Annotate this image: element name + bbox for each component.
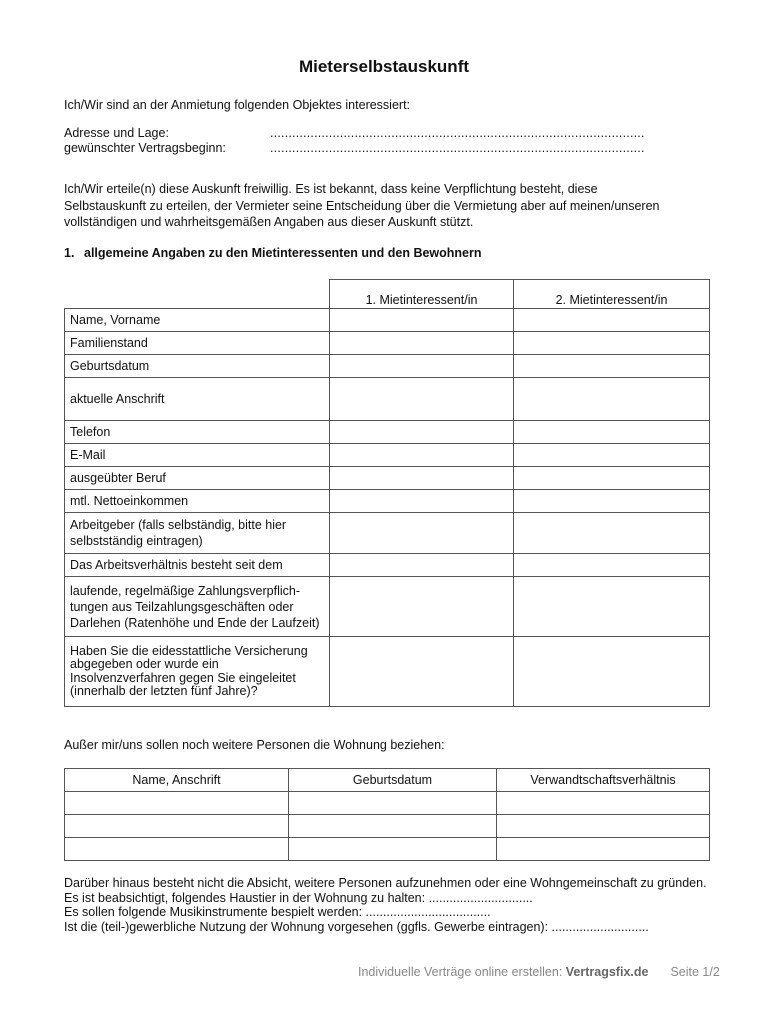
contract-start-label: gewünschter Vertragsbeginn: <box>64 141 226 155</box>
input-cell[interactable] <box>330 577 514 637</box>
footer-brand-link[interactable]: Vertragsfix.de <box>565 965 649 979</box>
input-cell[interactable] <box>330 421 514 444</box>
additional-persons-table <box>64 768 710 861</box>
input-cell[interactable] <box>330 637 514 707</box>
input-cell[interactable] <box>514 637 710 707</box>
column-header-applicant-1: 1. Mietinteressent/in <box>330 280 514 309</box>
row-label: Familienstand <box>65 332 330 355</box>
row-label: aktuelle Anschrift <box>65 378 330 421</box>
input-cell[interactable] <box>65 815 289 838</box>
table-corner <box>65 280 330 309</box>
column-header-birthdate: Geburtsdatum <box>289 769 497 792</box>
input-cell[interactable] <box>514 554 710 577</box>
column-header-applicant-2: 2. Mietinteressent/in <box>514 280 710 309</box>
input-cell[interactable] <box>514 467 710 490</box>
input-cell[interactable] <box>514 513 710 554</box>
input-cell[interactable] <box>330 467 514 490</box>
input-cell[interactable] <box>65 792 289 815</box>
input-cell[interactable] <box>289 815 497 838</box>
table-row <box>65 815 710 838</box>
input-cell[interactable] <box>330 332 514 355</box>
address-input-line[interactable]: ...................................................................................................... <box>270 126 645 140</box>
input-cell[interactable] <box>497 838 710 861</box>
row-label: laufende, regelmäßige Zahlungsverpflich- tungen aus Teilzahlungsgeschäften oder Darlehen (Ratenhöhe und Ende der Laufzeit) <box>65 577 330 637</box>
declaration-line: Darüber hinaus besteht nicht die Absicht, weitere Personen aufzunehmen oder eine Wohngemeinschaft zu gründen. <box>64 876 707 890</box>
input-cell[interactable] <box>330 355 514 378</box>
input-cell[interactable] <box>514 355 710 378</box>
input-cell[interactable] <box>514 332 710 355</box>
paragraph-line: Ich/Wir erteile(n) diese Auskunft freiwillig. Es ist bekannt, dass keine Verpflichtung besteht, diese <box>64 182 598 196</box>
input-cell[interactable] <box>289 838 497 861</box>
row-label: E-Mail <box>65 444 330 467</box>
declaration-line-pet: Es ist beabsichtigt, folgendes Haustier in der Wohnung zu halten: .............................. <box>64 890 533 905</box>
section-title: allgemeine Angaben zu den Mietinteressenten und den Bewohnern <box>84 246 482 260</box>
section-number: 1. <box>64 246 75 260</box>
table-row <box>65 792 710 815</box>
table-row <box>65 838 710 861</box>
input-cell[interactable] <box>330 490 514 513</box>
contract-start-input-line[interactable]: ...................................................................................................... <box>270 141 645 155</box>
input-cell[interactable] <box>330 309 514 332</box>
input-cell[interactable] <box>330 554 514 577</box>
column-header-name-address: Name, Anschrift <box>65 769 289 792</box>
address-label: Adresse und Lage: <box>64 126 169 140</box>
input-cell[interactable] <box>514 378 710 421</box>
row-label: Arbeitgeber (falls selbständig, bitte hier selbstständig eintragen) <box>65 513 330 554</box>
input-cell[interactable] <box>514 444 710 467</box>
declaration-line-commercial-use: Ist die (teil-)gewerbliche Nutzung der Wohnung vorgesehen (ggfls. Gewerbe eintragen): ............................ <box>64 919 649 934</box>
row-label: Geburtsdatum <box>65 355 330 378</box>
document-title: Mieterselbstauskunft <box>298 57 470 76</box>
paragraph-line: vollständigen und wahrheitsgemäßen Angaben aus dieser Auskunft stützt. <box>64 215 474 229</box>
input-cell[interactable] <box>514 490 710 513</box>
section-heading <box>64 246 482 260</box>
consent-paragraph <box>64 181 704 231</box>
input-cell[interactable] <box>289 792 497 815</box>
additional-persons-intro: Außer mir/uns sollen noch weitere Personen die Wohnung beziehen: <box>64 738 445 752</box>
row-label: Telefon <box>65 421 330 444</box>
input-cell[interactable] <box>65 838 289 861</box>
input-cell[interactable] <box>330 378 514 421</box>
input-cell[interactable] <box>514 421 710 444</box>
row-label: Haben Sie die eidesstattliche Versicherung abgegeben oder wurde ein Insolvenzverfahren gegen Sie eingeleitet (innerhalb der letzten fünf Jahre)? <box>65 637 330 707</box>
row-label: Das Arbeitsverhältnis besteht seit dem <box>65 554 330 577</box>
input-cell[interactable] <box>514 577 710 637</box>
row-label: mtl. Nettoeinkommen <box>65 490 330 513</box>
footer-text: Individuelle Verträge online erstellen: <box>358 965 566 979</box>
row-label: Name, Vorname <box>65 309 330 332</box>
page-number: Seite 1/2 <box>670 965 720 979</box>
input-cell[interactable] <box>514 309 710 332</box>
declaration-line-instruments: Es sollen folgende Musikinstrumente bespielt werden: .................................... <box>64 905 491 919</box>
row-label: ausgeübter Beruf <box>65 467 330 490</box>
page-footer <box>358 965 720 979</box>
input-cell[interactable] <box>330 513 514 554</box>
input-cell[interactable] <box>497 792 710 815</box>
paragraph-line: Selbstauskunft zu erteilen, der Vermieter seine Entscheidung über die Vermietung aber auf meinen/unseren <box>64 198 660 213</box>
input-cell[interactable] <box>497 815 710 838</box>
column-header-relationship: Verwandtschaftsverhältnis <box>497 769 710 792</box>
intro-text: Ich/Wir sind an der Anmietung folgenden Objektes interessiert: <box>64 98 411 112</box>
declarations <box>64 876 707 934</box>
input-cell[interactable] <box>330 444 514 467</box>
applicant-table <box>64 279 710 707</box>
